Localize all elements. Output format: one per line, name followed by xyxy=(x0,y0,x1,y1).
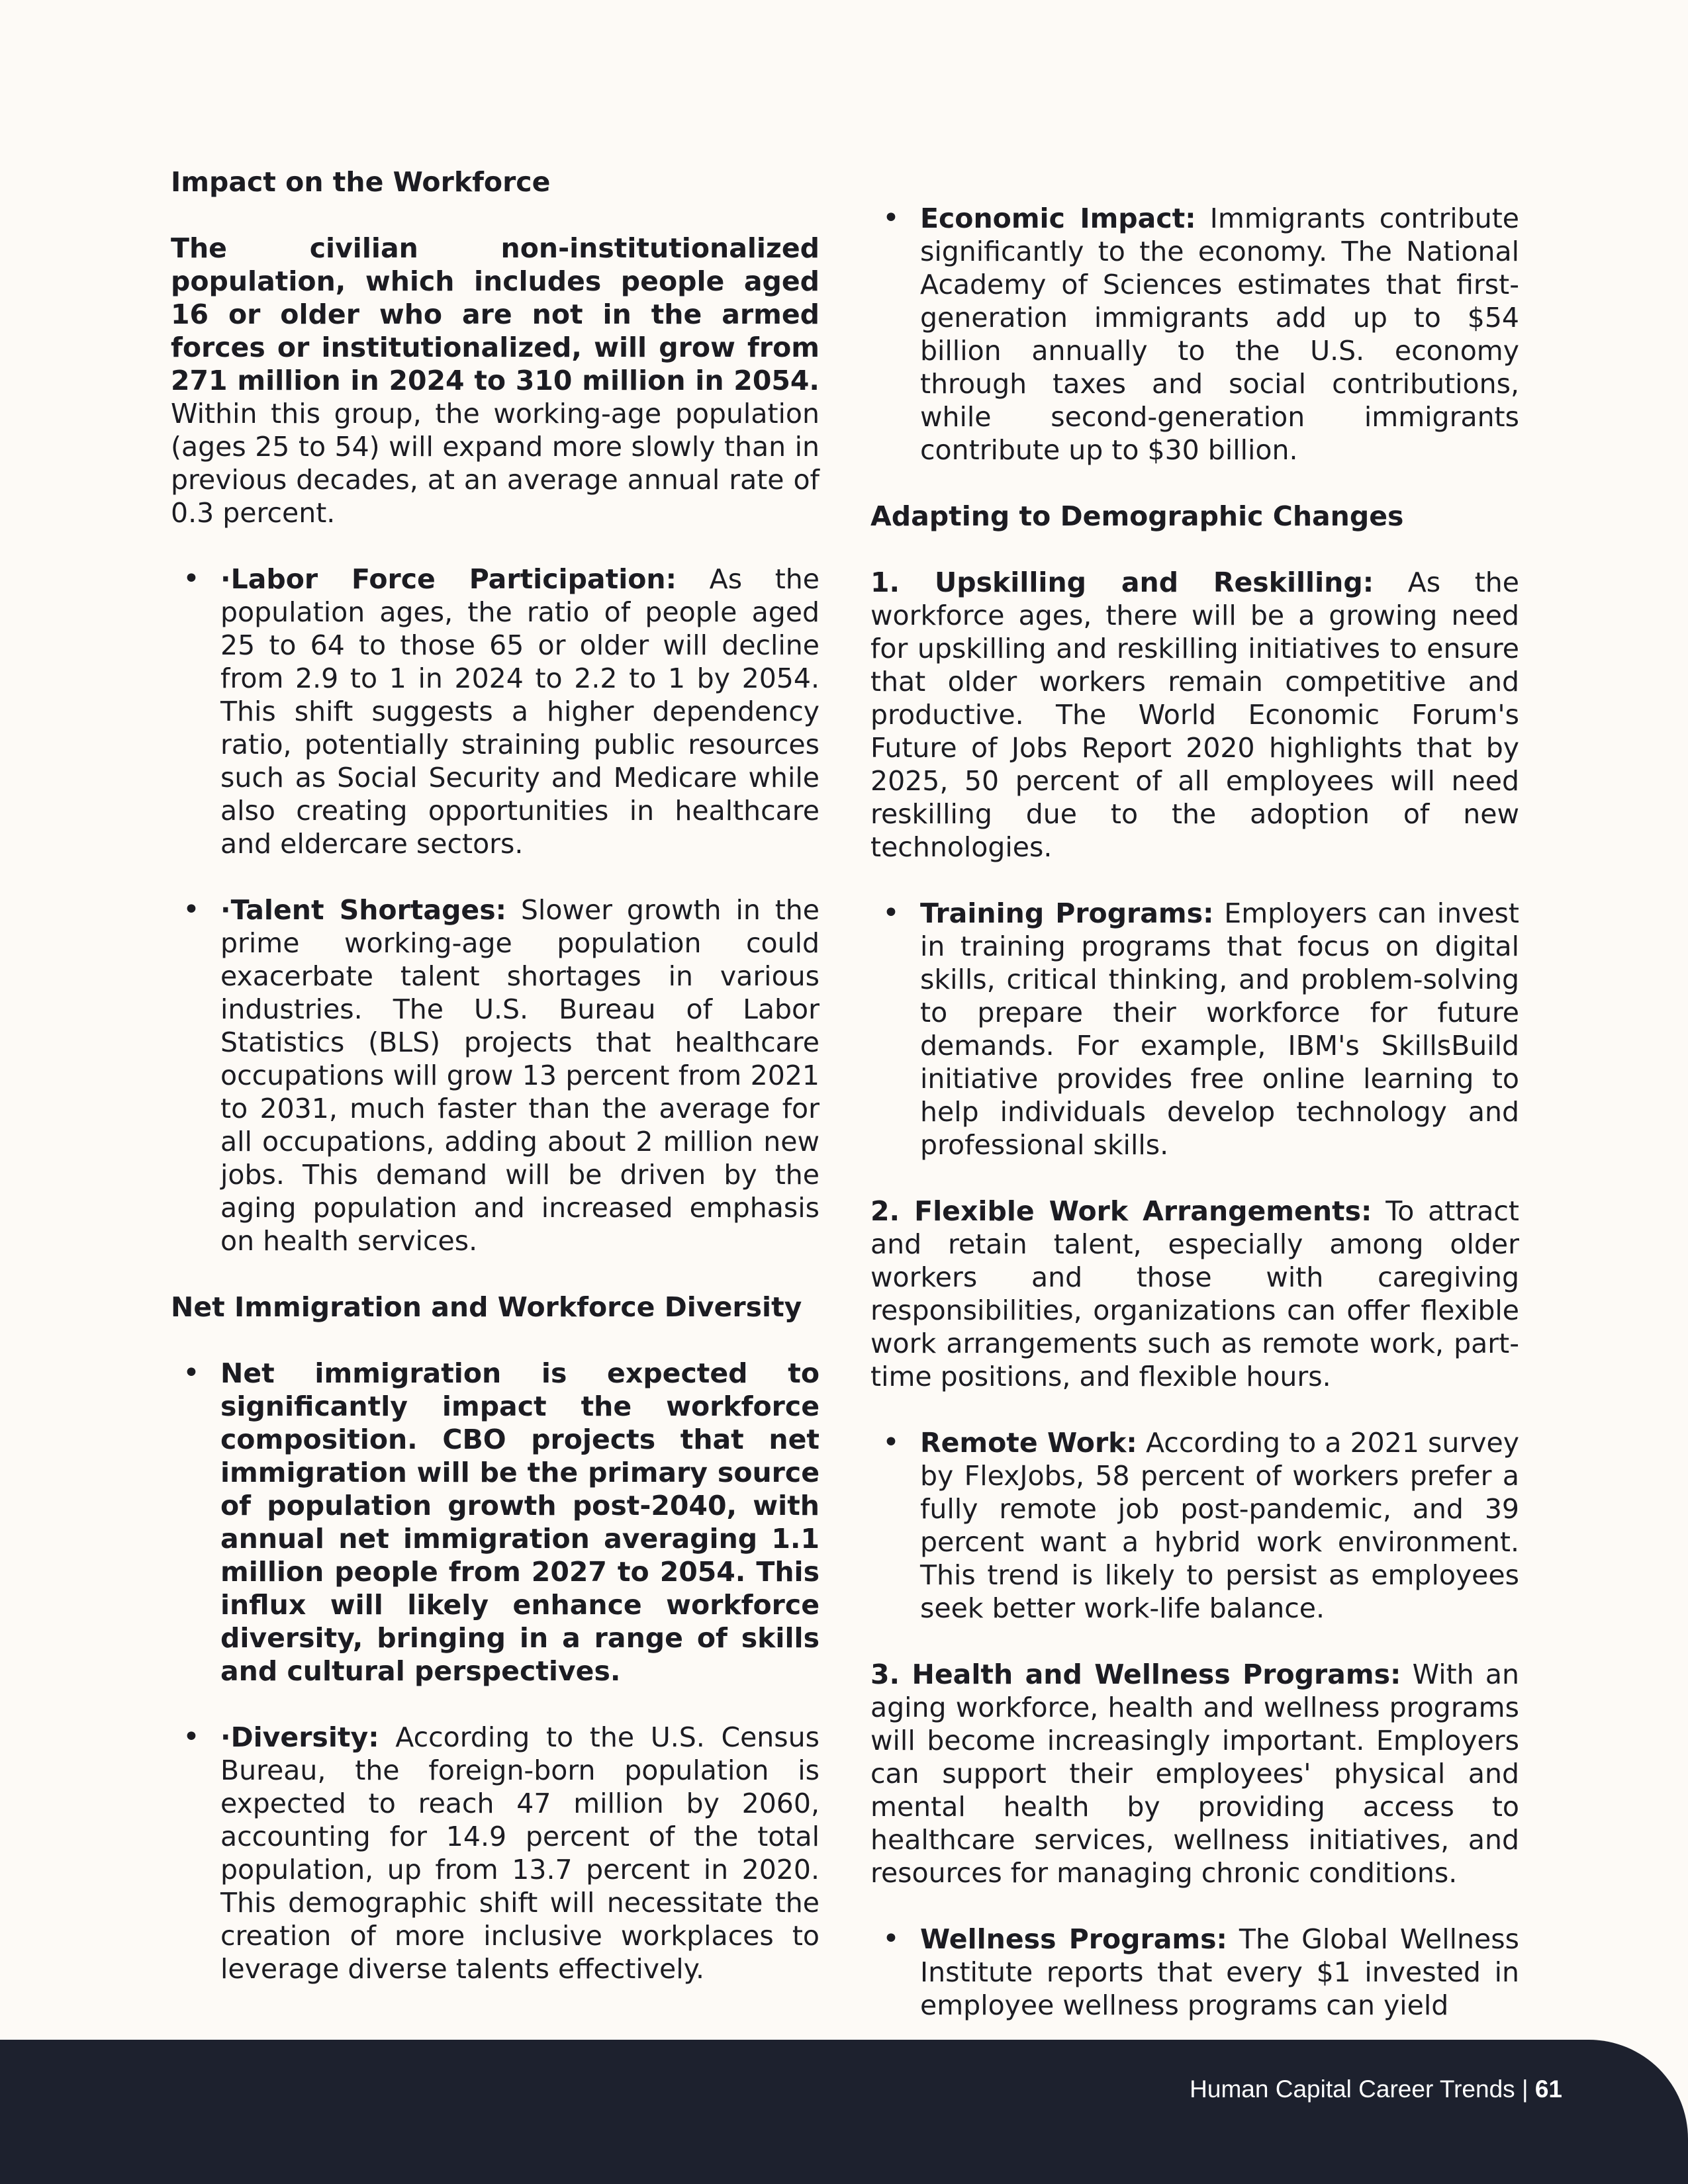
bullet-training-programs: • Training Programs: Employers can invest in training programs that focus on digital skills, critical thinking, and problem-solving to prepare their workforce for future demands. For example, IBM's SkillsBuild initiative provides free online learning to help individuals develop technology and professional skills. xyxy=(870,897,1519,1161)
bullet-list-training xyxy=(870,897,1519,1161)
heading-impact-on-workforce: Impact on the Workforce xyxy=(171,166,551,198)
bullet-wellness-programs: • Wellness Programs: The Global Wellness Institute reports that every $1 invested in employee wellness programs can yield xyxy=(870,1923,1519,2022)
heading-adapting: Adapting to Demographic Changes xyxy=(870,500,1404,532)
publication-title: Human Capital Career Trends | xyxy=(1190,2075,1535,2103)
bullet-list-wellness xyxy=(870,1923,1519,2022)
bullet-labor-force-participation: • ·Labor Force Participation: As the population ages, the ratio of people aged 25 to 64 to those 65 or older will decline from 2.9 to 1 in 2024 to 2.2 to 1 by 2054. This shift suggests a higher dependency ratio, potentially straining public resources such as Social Security and Medicare while also creating opportunities in healthcare and eldercare sectors. xyxy=(171,563,820,860)
bullet-list-workforce xyxy=(171,563,820,1257)
right-column xyxy=(870,202,1519,2022)
bullet-remote-work: • Remote Work: According to a 2021 survey by FlexJobs, 58 percent of workers prefer a fully remote job post-pandemic, and 39 percent want a hybrid work environment. This trend is likely to persist as employees seek better work-life balance. xyxy=(870,1426,1519,1625)
bullet-list-remote xyxy=(870,1426,1519,1625)
bullet-diversity: • ·Diversity: According to the U.S. Census Bureau, the foreign-born population is expected to reach 47 million by 2060, accounting for 14.9 percent of the total population, up from 13.7 percent in 2020. This demographic shift will necessitate the creation of more inclusive workplaces to leverage diverse talents effectively. xyxy=(171,1721,820,1985)
bullet-economic-impact: • Economic Impact: Immigrants contribute significantly to the economy. The National Academy of Sciences estimates that first-generation immigrants add up to $54 billion annually to the U.S. economy through taxes and social contributions, while second-generation immigrants contribute up to $30 billion. xyxy=(870,202,1519,467)
bullet-talent-shortages: • ·Talent Shortages: Slower growth in the prime working-age population could exacerbate talent shortages in various industries. The U.S. Bureau of Labor Statistics (BLS) projects that healthcare occupations will grow 13 percent from 2021 to 2031, much faster than the average for all occupations, adding about 2 million new jobs. This demand will be driven by the aging population and increased emphasis on health services. xyxy=(171,893,820,1257)
paragraph-upskilling: 1. Upskilling and Reskilling: As the workforce ages, there will be a growing need for upskilling and reskilling initiatives to ensure that older workers remain competitive and productive. The World Economic Forum's Future of Jobs Report 2020 highlights that by 2025, 50 percent of all employees will need reskilling due to the adoption of new technologies. xyxy=(870,567,1520,863)
bullet-net-immigration: • Net immigration is expected to significantly impact the workforce composition. CBO projects that net immigration will be the primary source of population growth post-2040, with annual net immigration averaging 1.1 million people from 2027 to 2054. This influx will likely enhance workforce diversity, bringing in a range of skills and cultural perspectives. xyxy=(171,1357,820,1688)
page-footer xyxy=(0,2040,1688,2184)
paragraph-health-wellness: 3. Health and Wellness Programs: With an aging workforce, health and wellness programs will become increasingly important. Employers can support their employees' physical and mental health by providing access to healthcare services, wellness initiatives, and resources for managing chronic conditions. xyxy=(870,1659,1519,1889)
heading-net-immigration: Net Immigration and Workforce Diversity xyxy=(171,1291,802,1323)
paragraph-civilian-population: The civilian non-institutionalized population, which includes people aged 16 or older who are not in the armed forces or institutionalized, will grow from 271 million in 2024 to 310 million in 2054. Within this group, the working-age population (ages 25 to 54) will expand more slowly than in previous decades, at an average annual rate of 0.3 percent. xyxy=(171,232,820,529)
footer-caption xyxy=(1190,2074,1562,2105)
bullet-list-immigration xyxy=(171,1357,820,1985)
paragraph-flexible-work: 2. Flexible Work Arrangements: To attract and retain talent, especially among older workers and those with caregiving responsibilities, organizations can offer flexible work arrangements such as remote work, part-time positions, and flexible hours. xyxy=(870,1195,1519,1392)
left-column xyxy=(171,165,820,1985)
bullet-list-economic xyxy=(870,202,1519,467)
page-number: 61 xyxy=(1534,2075,1562,2103)
